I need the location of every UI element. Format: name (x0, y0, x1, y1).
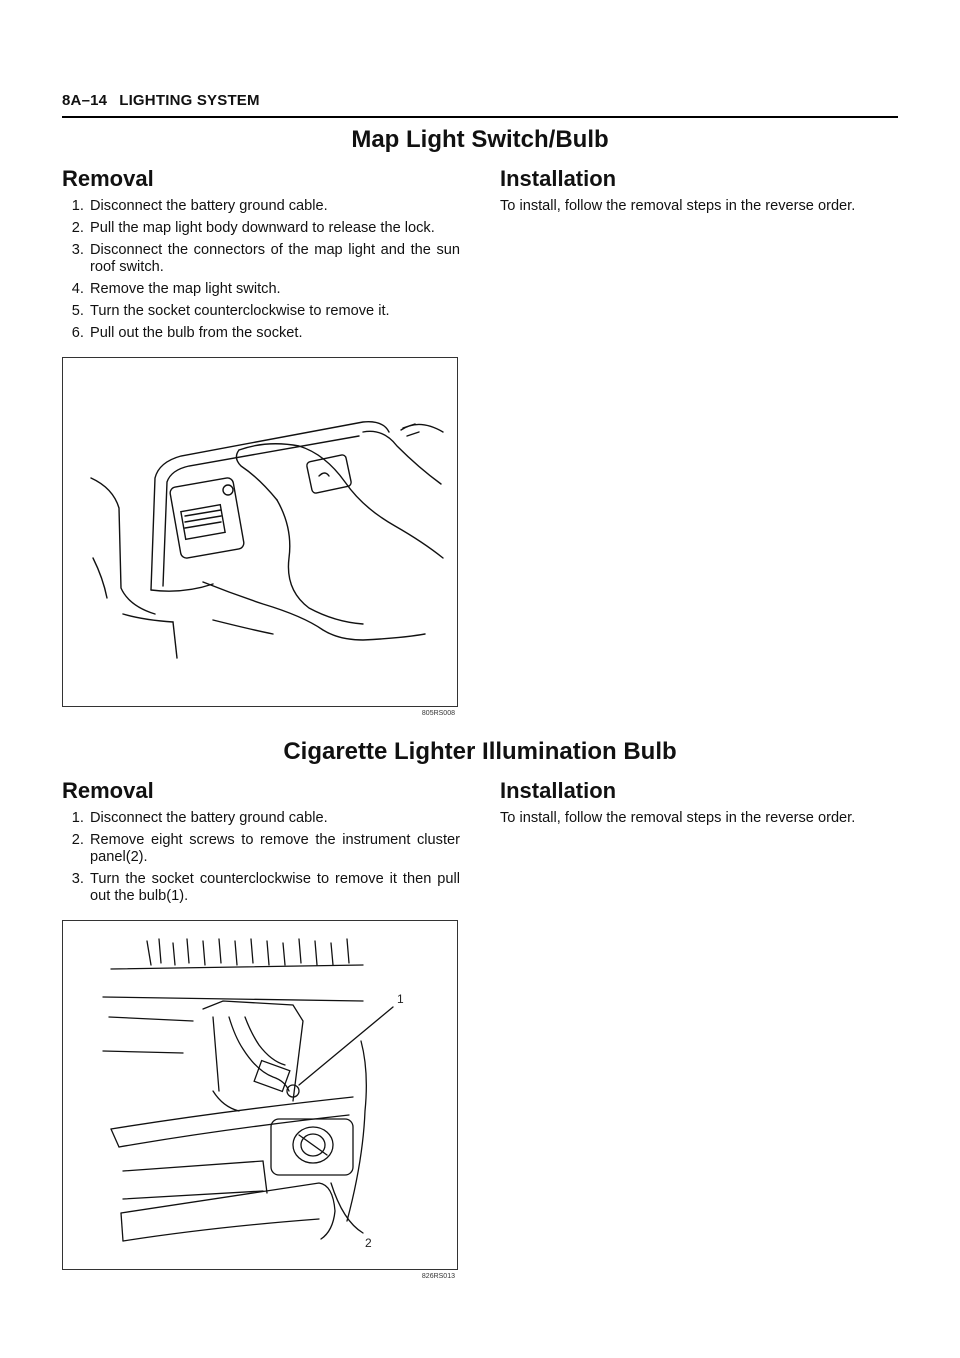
list-item: 4. Remove the map light switch. (88, 281, 460, 298)
removal-heading: Removal (62, 166, 154, 191)
installation-column-2 (500, 778, 898, 827)
list-item: 1. Disconnect the battery ground cable. (88, 810, 460, 827)
figure-code: 805RS008 (421, 710, 455, 717)
section-name: LIGHTING SYSTEM (119, 92, 260, 109)
list-item: 1. Disconnect the battery ground cable. (88, 198, 460, 215)
list-item: 5. Turn the socket counterclockwise to remove it. (88, 303, 460, 320)
list-item: 3. Disconnect the connectors of the map light and the sun roof switch. (88, 242, 460, 276)
callout-1: 1 (397, 992, 404, 1006)
removal-steps-list (62, 810, 460, 905)
removal-column-1 (62, 166, 460, 347)
list-item: 6. Pull out the bulb from the socket. (88, 325, 460, 342)
cigarette-lighter-illustration (62, 920, 458, 1280)
map-light-drawing (63, 358, 457, 706)
installation-column-1 (500, 166, 898, 215)
removal-steps-list (62, 198, 460, 342)
list-item: 3. Turn the socket counterclockwise to remove it then pull out the bulb(1). (88, 871, 460, 905)
page-header (62, 92, 898, 118)
list-item: 2. Remove eight screws to remove the instrument cluster panel(2). (88, 832, 460, 866)
figure-code: 826RS013 (421, 1273, 455, 1280)
installation-heading: Installation (500, 778, 617, 803)
installation-text: To install, follow the removal steps in the reverse order. (500, 198, 856, 214)
map-light-illustration (62, 357, 458, 717)
page-number: 8A–14 (62, 92, 108, 109)
installation-heading: Installation (500, 166, 617, 191)
removal-column-2 (62, 778, 460, 910)
cigarette-lighter-drawing (63, 921, 457, 1269)
section-title-map-light: Map Light Switch/Bulb (351, 126, 609, 153)
installation-text: To install, follow the removal steps in the reverse order. (500, 810, 856, 826)
removal-heading: Removal (62, 778, 154, 803)
list-item: 2. Pull the map light body downward to release the lock. (88, 220, 460, 237)
section-title-cigarette-lighter: Cigarette Lighter Illumination Bulb (283, 738, 677, 765)
callout-2: 2 (365, 1236, 372, 1250)
